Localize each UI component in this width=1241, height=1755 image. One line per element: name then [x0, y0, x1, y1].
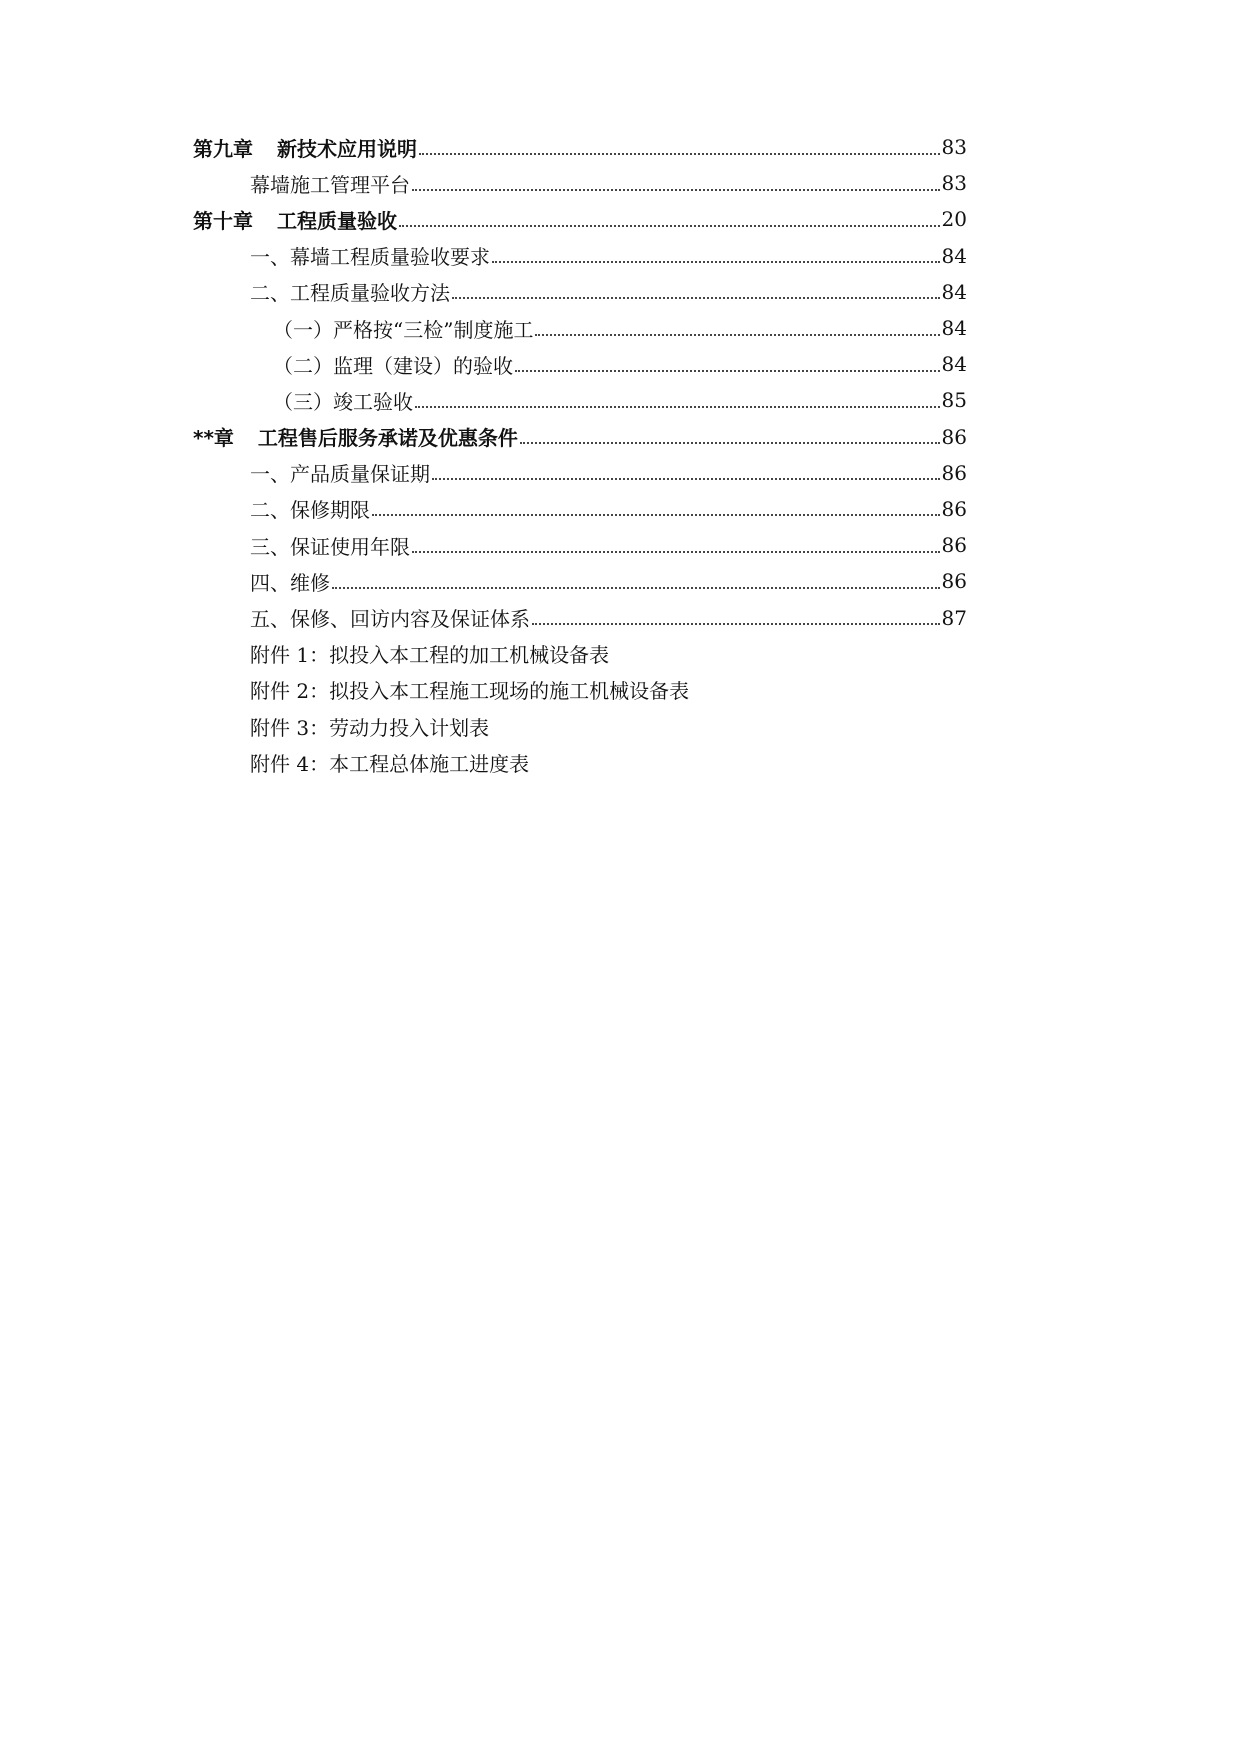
page-number: 83 — [941, 135, 967, 160]
section-title: 一、幕墙工程质量验收要求 — [250, 245, 490, 270]
dot-leader — [432, 477, 940, 480]
section-title: 三、保证使用年限 — [250, 534, 410, 559]
dot-leader — [520, 441, 940, 444]
toc-entry-subsection[interactable] — [193, 346, 967, 382]
toc-entry-section[interactable] — [193, 527, 967, 563]
section-title: 二、保修期限 — [250, 498, 370, 523]
page-number: 84 — [941, 243, 967, 268]
toc-entry-chapter-service[interactable] — [193, 419, 967, 455]
dot-leader — [412, 550, 940, 553]
section-title: 五、保修、回访内容及保证体系 — [250, 607, 530, 632]
toc-entry-attachment[interactable] — [193, 636, 967, 672]
toc-entry-attachment[interactable] — [193, 672, 967, 708]
chapter-title: 工程质量验收 — [277, 208, 397, 233]
chapter-label: 第九章 — [193, 136, 253, 161]
attachment-title: 附件 2：拟投入本工程施工现场的施工机械设备表 — [250, 679, 690, 704]
toc-entry-section[interactable] — [193, 274, 967, 310]
subsection-title: （一）严格按“三检”制度施工 — [273, 317, 534, 342]
chapter-label: 第十章 — [193, 208, 253, 233]
toc-entry-section[interactable] — [193, 455, 967, 491]
page-number: 86 — [941, 533, 967, 558]
toc-entry-attachment[interactable] — [193, 744, 967, 780]
page-number: 84 — [941, 352, 967, 377]
page-number: 87 — [941, 605, 967, 630]
section-title: 幕墙施工管理平台 — [250, 172, 410, 197]
page-number: 83 — [941, 171, 967, 196]
toc-entry-subsection[interactable] — [193, 310, 967, 346]
attachment-title: 附件 3：劳动力投入计划表 — [250, 715, 490, 740]
dot-leader — [332, 586, 940, 589]
page-number: 84 — [941, 316, 967, 341]
chapter-title: 工程售后服务承诺及优惠条件 — [257, 426, 518, 451]
dot-leader — [412, 188, 940, 191]
dot-leader — [419, 152, 940, 155]
subsection-title: （二）监理（建设）的验收 — [273, 353, 513, 378]
section-title: 四、维修 — [250, 570, 330, 595]
subsection-title: （三）竣工验收 — [273, 389, 413, 414]
page-number: 20 — [941, 207, 967, 232]
dot-leader — [415, 405, 940, 408]
dot-leader — [515, 369, 940, 372]
chapter-title: 新技术应用说明 — [277, 136, 417, 161]
page-number: 86 — [941, 460, 967, 485]
dot-leader — [399, 224, 940, 227]
section-title: 一、产品质量保证期 — [250, 462, 430, 487]
toc-entry-section[interactable] — [193, 599, 967, 635]
page-number: 85 — [941, 388, 967, 413]
page-number: 84 — [941, 279, 967, 304]
toc-entry-subsection[interactable] — [193, 382, 967, 418]
dot-leader — [492, 260, 940, 263]
chapter-label: **章 — [193, 426, 234, 451]
attachment-title: 附件 4：本工程总体施工进度表 — [250, 751, 530, 776]
section-title: 二、工程质量验收方法 — [250, 281, 450, 306]
toc-entry-chapter-9[interactable] — [193, 129, 967, 165]
toc-entry-section[interactable] — [193, 491, 967, 527]
attachment-title: 附件 1：拟投入本工程的加工机械设备表 — [250, 643, 610, 668]
dot-leader — [452, 296, 940, 299]
dot-leader — [535, 333, 939, 336]
page-number: 86 — [941, 496, 967, 521]
toc-entry-attachment[interactable] — [193, 708, 967, 744]
toc-entry-chapter-10[interactable] — [193, 201, 967, 237]
dot-leader — [372, 513, 940, 516]
page-number: 86 — [941, 424, 967, 449]
dot-leader — [532, 622, 940, 625]
toc-entry-section[interactable] — [193, 165, 967, 201]
page-number: 86 — [941, 569, 967, 594]
toc-entry-section[interactable] — [193, 563, 967, 599]
table-of-contents — [193, 129, 967, 780]
toc-entry-section[interactable] — [193, 238, 967, 274]
